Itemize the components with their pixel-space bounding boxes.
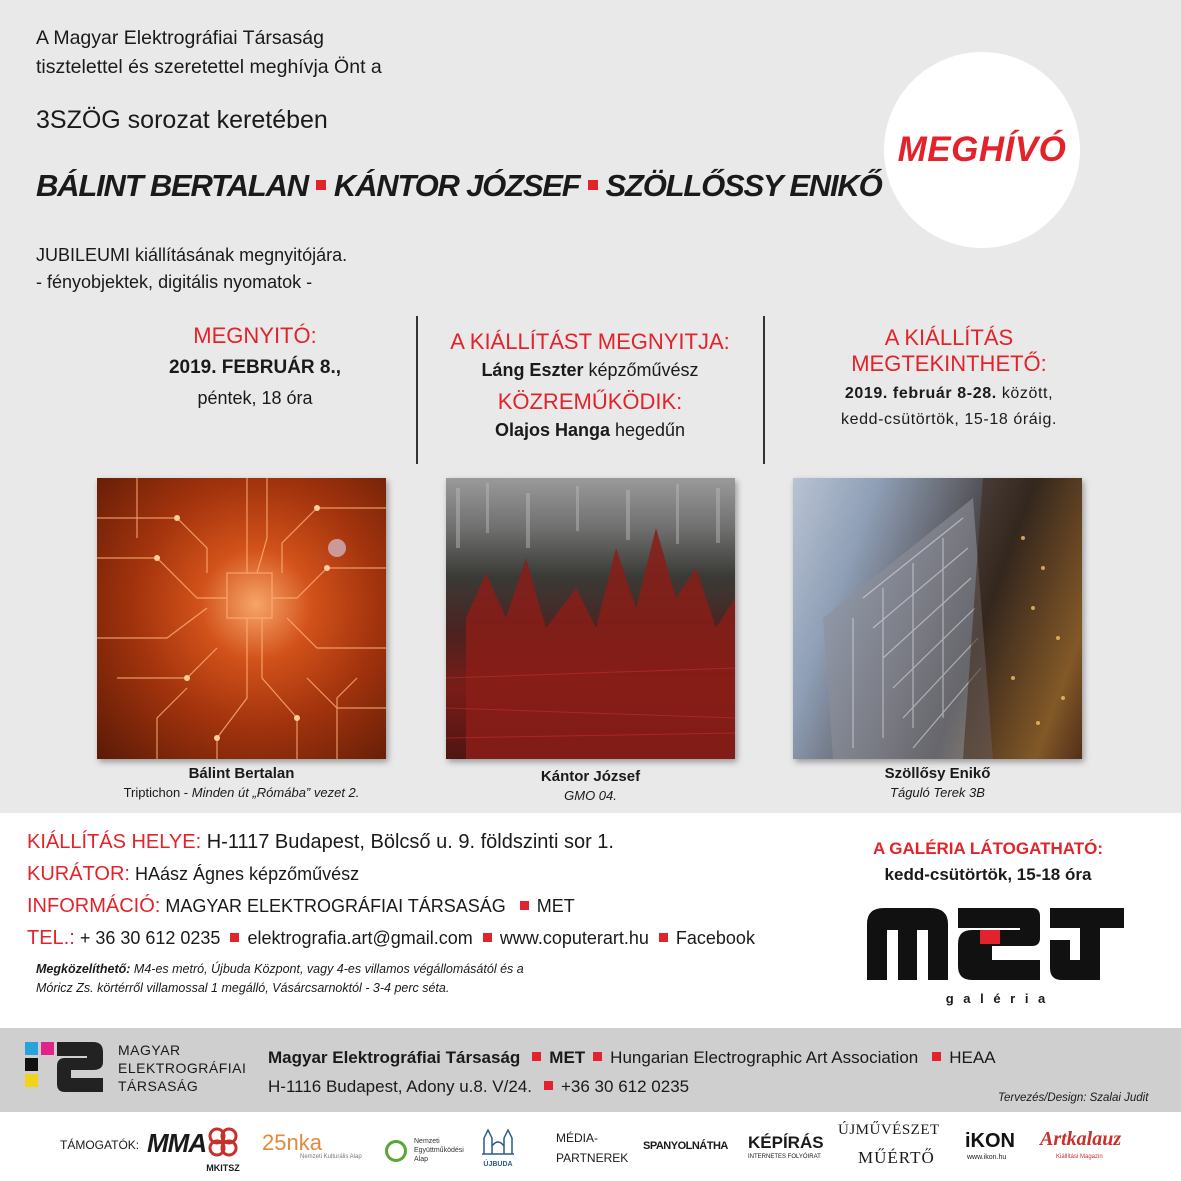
artwork-title: GMO 04. [564, 788, 617, 803]
invitation-badge [884, 52, 1080, 248]
artwork-caption-2 [446, 767, 735, 805]
tel-label: TEL.: [27, 927, 75, 949]
ujmuveszet-logo: ÚJMŰVÉSZET [838, 1122, 940, 1138]
spaces-pattern-image [793, 478, 1082, 759]
artist-name-1: BÁLINT BERTALAN [36, 168, 308, 203]
performer-role: hegedűn [614, 420, 686, 440]
gallery-hours [872, 836, 1104, 888]
place-value: H-1117 Budapest, Bölcső u. 9. földszinti sor 1. [206, 831, 614, 853]
directions [36, 960, 524, 998]
mkitsz-logo-icon [205, 1126, 241, 1158]
met-society-logo-text [118, 1041, 246, 1095]
viewing-dates: 2019. február 8-28. [844, 385, 997, 402]
kepiras-logo: KÉPÍRÁS [748, 1133, 824, 1152]
separator-square [316, 180, 326, 190]
curator-label: KURÁTOR: [27, 863, 130, 885]
information-abbr: MET [536, 896, 575, 916]
viewing-hours: kedd-csütörtök, 15-18 óráig. [840, 411, 1058, 428]
artkalauz-subtitle: Kiállítási Magazin [1056, 1154, 1103, 1160]
artwork-title-prefix: Triptichon - [123, 785, 192, 800]
divider [416, 316, 418, 464]
artwork-image-gmo [446, 478, 735, 759]
directions-label: Megközelíthető: [36, 962, 131, 976]
event-info [27, 826, 755, 954]
kepiras-subtitle: INTERNETES FOLYÓIRAT [748, 1154, 821, 1160]
performer-name: Olajos Hanga [494, 420, 610, 440]
artwork-title: Minden út „Rómába” vezet 2. [191, 785, 360, 800]
intro-text [36, 24, 382, 82]
met-gallery-logo [862, 902, 1132, 1006]
subtitle-line-1: JUBILEUMI kiállításának megnyitójára. [36, 245, 348, 265]
separator-square [932, 1052, 941, 1061]
opener-name: Láng Eszter [481, 360, 584, 380]
viewing-heading-2: MEGTEKINTHETŐ: [851, 351, 1047, 376]
mkitsz-logo [205, 1126, 241, 1173]
intro-line-1: A Magyar Elektrográfiai Társaság [36, 27, 324, 49]
tel-value: + 36 30 612 0235 [79, 928, 221, 948]
directions-line-1: M4-es metró, Újbuda Központ, vagy 4-es villamos végállomásától és a [130, 962, 524, 976]
viewing-dates-suffix: között, [1001, 385, 1054, 402]
separator-square [588, 180, 598, 190]
artists-heading [36, 168, 882, 204]
opening-time: péntek, 18 óra [197, 388, 313, 408]
nea-line: Nemzeti [414, 1138, 440, 1145]
artwork-image-circuit [97, 478, 386, 759]
mkitsz-label: MKITSZ [206, 1163, 240, 1173]
opening-column [120, 323, 390, 411]
separator-square [593, 1052, 602, 1061]
artwork-artist: Kántor József [540, 768, 641, 785]
artist-name-2: KÁNTOR JÓZSEF [333, 168, 580, 203]
opener-role: képzőművész [588, 360, 699, 380]
viewing-column [790, 325, 1108, 433]
met-society-logo-icon [25, 1040, 105, 1096]
org-name: Magyar Elektrográfiai Társaság [268, 1048, 521, 1067]
opener-heading: A KIÁLLÍTÁST MEGNYITJA: [450, 329, 730, 354]
ujbuda-label: ÚJBUDA [483, 1161, 513, 1168]
artist-name-3: SZÖLLŐSSY ENIKŐ [605, 168, 882, 203]
supporters-label: TÁMOGATÓK: [60, 1138, 140, 1152]
gallery-logo-subtitle: g a l é r i a [945, 991, 1049, 1006]
separator-square [544, 1081, 553, 1090]
separator-square [532, 1052, 541, 1061]
viewing-heading-1: A KIÁLLÍTÁS [884, 325, 1014, 350]
org-phone: +36 30 612 0235 [561, 1077, 690, 1096]
directions-line-2: Móricz Zs. körtérről villamossal 1 megálló, Vásárcsarnoktól - 3-4 perc séta. [36, 981, 450, 995]
artwork-title: Táguló Terek 3B [890, 785, 985, 800]
subtitle [36, 242, 347, 296]
nka-subtitle: Nemzeti Kulturális Alap [300, 1154, 362, 1160]
spanyolnatha-logo: SPANYOLNÁTHA [643, 1140, 728, 1152]
opening-date: 2019. FEBRUÁR 8., [168, 357, 342, 378]
logo-line: MAGYAR [118, 1042, 181, 1058]
artwork-image-spaces [793, 478, 1082, 759]
nea-logo-text [414, 1137, 464, 1164]
ujbuda-logo-icon [480, 1126, 516, 1156]
org-english: Hungarian Electrographic Art Association [610, 1048, 919, 1067]
organization-info [268, 1043, 996, 1101]
design-credit: Tervezés/Design: Szalai Judit [998, 1092, 1149, 1104]
gmo-pattern-image [446, 478, 735, 759]
nea-logo-icon [385, 1140, 407, 1162]
badge-text: MEGHÍVÓ [897, 130, 1067, 169]
email-link[interactable]: elektrografia.art@gmail.com [247, 928, 473, 948]
nea-line: Együttműködési [414, 1147, 464, 1154]
media-label-line: PARTNEREK [556, 1151, 629, 1165]
nea-line: Alap [414, 1156, 429, 1163]
place-label: KIÁLLÍTÁS HELYE: [27, 831, 202, 853]
intro-line-2: tisztelettel és szeretettel meghívja Önt a [36, 56, 382, 78]
media-label-line: MÉDIA- [556, 1131, 598, 1145]
muerto-logo: MŰÉRTŐ [858, 1148, 935, 1167]
gallery-hours-value: kedd-csütörtök, 15-18 óra [884, 865, 1092, 884]
mma-logo: MMA [147, 1128, 207, 1158]
logo-line: ELEKTROGRÁFIAI [118, 1060, 247, 1076]
ujbuda-logo [480, 1126, 516, 1168]
information-label: INFORMÁCIÓ: [27, 895, 161, 917]
performer-heading: KÖZREMŰKÖDIK: [497, 389, 683, 414]
org-abbr: MET [549, 1048, 586, 1067]
artwork-artist: Szöllősy Enikő [884, 765, 991, 782]
information-value: MAGYAR ELEKTROGRÁFIAI TÁRSASÁG [165, 896, 506, 916]
series-title: 3SZÖG sorozat keretében [36, 106, 328, 134]
met-society-logo [25, 1040, 105, 1096]
gallery-hours-heading: A GALÉRIA LÁTOGATHATÓ: [872, 839, 1104, 858]
org-english-abbr: HEAA [949, 1048, 996, 1067]
separator-square [230, 933, 239, 942]
separator-square [659, 933, 668, 942]
opener-column [430, 329, 750, 443]
opening-heading: MEGNYITÓ: [193, 323, 317, 348]
divider [763, 316, 765, 464]
org-address: H-1116 Budapest, Adony u.8. V/24. [268, 1077, 532, 1096]
web-link[interactable]: www.coputerart.hu [499, 928, 649, 948]
separator-square [520, 901, 529, 910]
nka-logo: 25nka [262, 1130, 322, 1155]
artkalauz-logo: Artkalauz [1040, 1128, 1122, 1150]
separator-square [483, 933, 492, 942]
media-partners-label [556, 1128, 628, 1168]
ikon-subtitle: www.ikon.hu [967, 1154, 1007, 1161]
artwork-caption-3 [793, 764, 1082, 802]
ikon-logo: iKON [965, 1130, 1015, 1152]
subtitle-line-2: - fényobjektek, digitális nyomatok - [36, 272, 313, 292]
artwork-caption-1 [97, 764, 386, 802]
circuit-pattern-image [97, 478, 386, 759]
logo-line: TÁRSASÁG [118, 1078, 199, 1094]
artwork-artist: Bálint Bertalan [188, 765, 295, 782]
facebook-link[interactable]: Facebook [675, 928, 755, 948]
met-logo-icon [862, 902, 1132, 982]
curator-value: HAász Ágnes képzőművész [135, 864, 360, 884]
